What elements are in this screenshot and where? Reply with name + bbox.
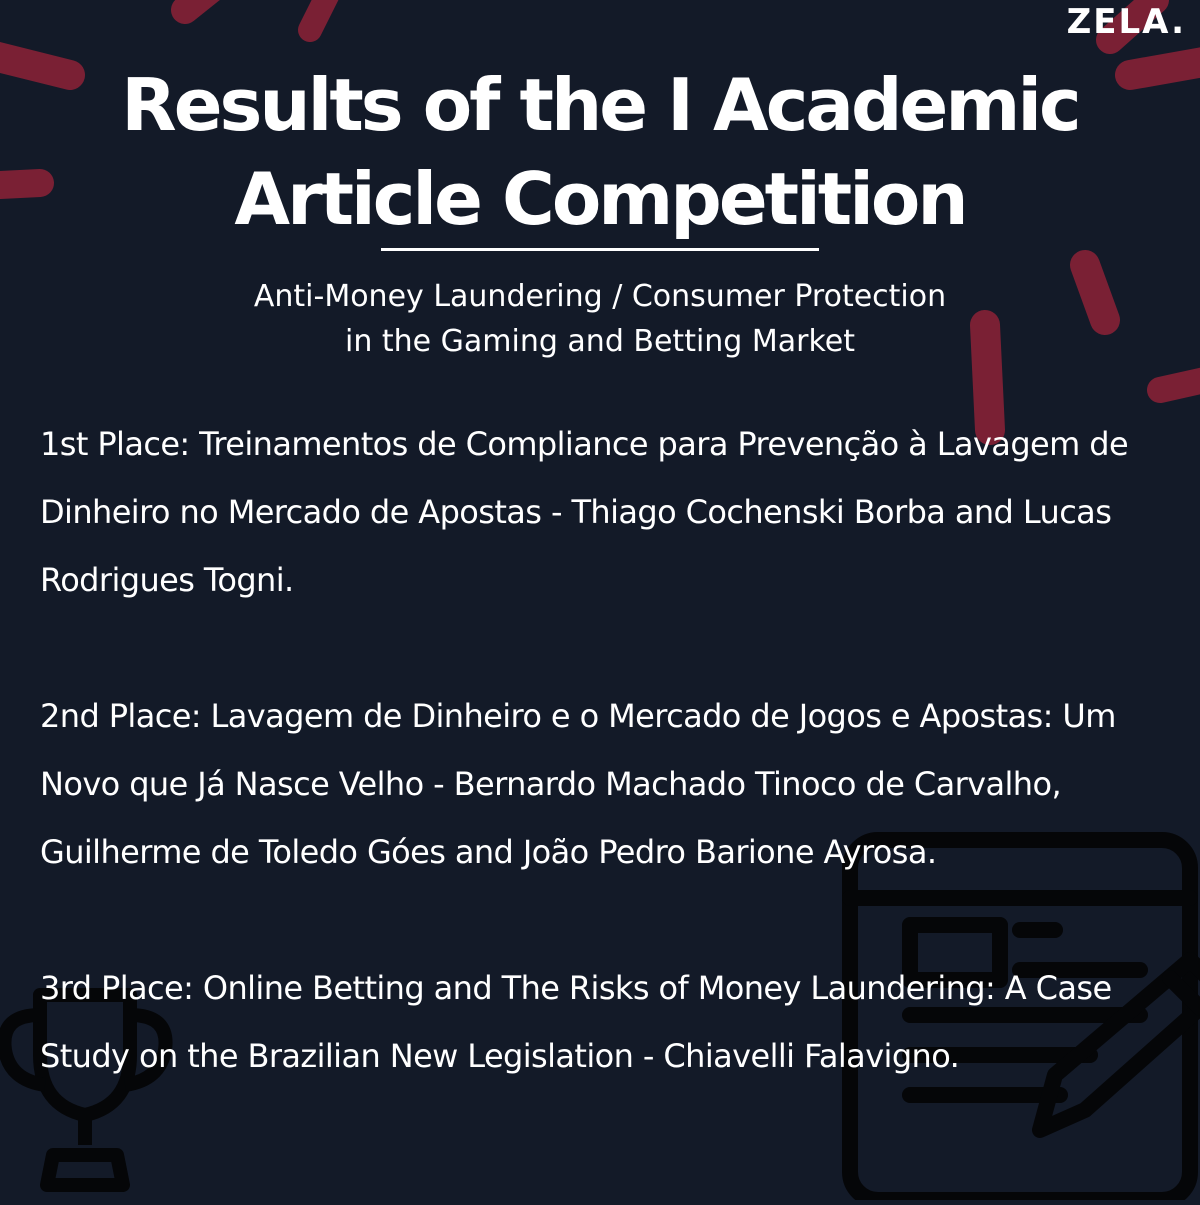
subtitle-line-1: Anti-Money Laundering / Consumer Protection xyxy=(253,279,947,314)
results-list xyxy=(40,410,1200,1090)
subtitle xyxy=(0,274,1200,364)
result-second-place: 2nd Place: Lavagem de Dinheiro e o Mercado de Jogos e Apostas: Um Novo que Já Nasce Velho - Bernardo Machado Tinoco de Carvalho, Guilherme de Toledo Góes and João Pedro Barione Ayrosa. xyxy=(40,697,1116,871)
subtitle-line-2: in the Gaming and Betting Market xyxy=(344,324,856,359)
page-title xyxy=(0,58,1200,246)
title-divider xyxy=(381,248,819,251)
accent-stroke xyxy=(185,0,210,10)
title-line-2: Article Competition xyxy=(234,157,966,241)
title-line-1: Results of the I Academic xyxy=(121,63,1079,147)
zela-logo: ZELA. xyxy=(1066,2,1186,42)
result-third-place: 3rd Place: Online Betting and The Risks of Money Laundering: A Case Study on the Brazilian New Legislation - Chiavelli Falavigno. xyxy=(40,969,1112,1075)
result-first-place: 1st Place: Treinamentos de Compliance para Prevenção à Lavagem de Dinheiro no Mercado de Apostas - Thiago Cochenski Borba and Lucas Rodrigues Togni. xyxy=(40,425,1129,599)
accent-stroke xyxy=(1160,380,1200,390)
accent-stroke xyxy=(310,0,330,30)
